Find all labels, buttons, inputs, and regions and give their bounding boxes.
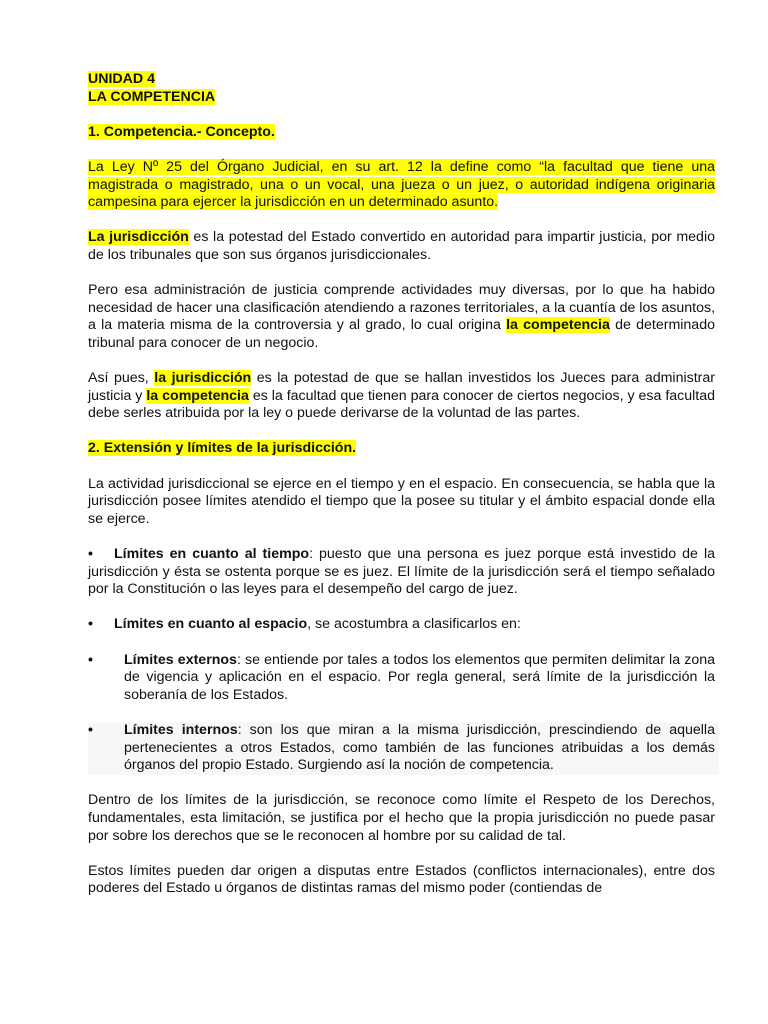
section2-title: 2. Extensión y límites de la jurisdicción.	[88, 440, 357, 457]
bullet-external-limits: • Límites externos: se entiende por tales a todos los elementos que permiten delimitar la zona de vigencia y aplicación en el espacio. Por regla general, será límite de la jurisdicción la soberanía de los Estados.	[88, 651, 715, 703]
unit-number: UNIDAD 4	[88, 71, 156, 87]
bullet-icon: •	[88, 651, 93, 668]
section1-title: 1. Competencia.- Concepto.	[88, 123, 275, 140]
bullet-internal-limits: • Límites internos: son los que miran a la misma jurisdicción, prescindiendo de aquella pertenecientes a otros Estados, como también de las funciones atribuidas a los demás órganos del propio Estado. Surgiendo así la noción de competencia.	[88, 722, 719, 775]
bullet-icon: •	[88, 721, 93, 738]
bullet-space-limits: • Límites en cuanto al espacio, se acostumbra a clasificarlos en:	[88, 616, 521, 633]
term-competencia: la competencia	[506, 317, 610, 334]
bullet-icon: •	[88, 616, 93, 633]
disputes-paragraph: Estos límites pueden dar origen a disputas entre Estados (conflictos internacionales), entre dos poderes del Estado u órganos de distintas ramas del mismo poder (contiendas de	[88, 862, 715, 897]
term-jurisdiccion-2: la jurisdicción	[154, 370, 252, 387]
term-jurisdiccion: La jurisdicción	[88, 229, 189, 246]
rights-limit-paragraph: Dentro de los límites de la jurisdicción, se reconoce como límite el Respeto de los Derechos, fundamentales, esta limitación, se justifica por el hecho que la propia jurisdicción no puede pasar por sobre los derechos que se le reconocen al hombre por su calidad de tal.	[88, 792, 715, 844]
definition-paragraph: La Ley Nº 25 del Órgano Judicial, en su art. 12 la define como “la facultad que tiene una magistrada o magistrado, una o un vocal, una jueza o un juez, o autoridad indígena originaria campesina para ejercer la jurisdicción en un determinado asunto.	[88, 158, 715, 211]
unit-heading	[88, 71, 715, 106]
jurisdiction-paragraph: La jurisdicción es la potestad del Estado convertido en autoridad para impartir justicia, por medio de los tribunales que son sus órganos jurisdiccionales.	[88, 229, 715, 263]
bullet-icon: •	[88, 546, 93, 563]
activity-paragraph: La actividad jurisdiccional se ejerce en el tiempo y en el espacio. En consecuencia, se habla que la jurisdicción posee límites atendido el tiempo que la posee su titular y el ámbito espacial donde ella se ejerce.	[88, 475, 715, 527]
summary-paragraph: Así pues, la jurisdicción es la potestad de que se hallan investidos los Jueces para administrar justicia y la competencia es la facultad que tienen para conocer de ciertos negocios, y esa facultad debe serles atribuida por la ley o puede derivarse de la voluntad de las partes.	[88, 370, 716, 422]
bullet-time-limits: • Límites en cuanto al tiempo: puesto que una persona es juez porque está investido de la jurisdicción y ésta se ostenta porque se es juez. El límite de la jurisdicción será el tiempo señalado por la Constitución o las leyes para el desempeño del cargo de juez.	[88, 546, 715, 598]
term-competencia-2: la competencia	[146, 387, 249, 404]
unit-title: LA COMPETENCIA	[88, 88, 216, 105]
administration-paragraph: Pero esa administración de justicia comprende actividades muy diversas, por lo que ha habido necesidad de hacer una clasificación atendiendo a razones territoriales, a la cuantía de los asuntos, a la materia misma de la controversia y al grado, lo cual origina la competencia de determinado tribunal para conocer de un negocio.	[88, 282, 716, 351]
